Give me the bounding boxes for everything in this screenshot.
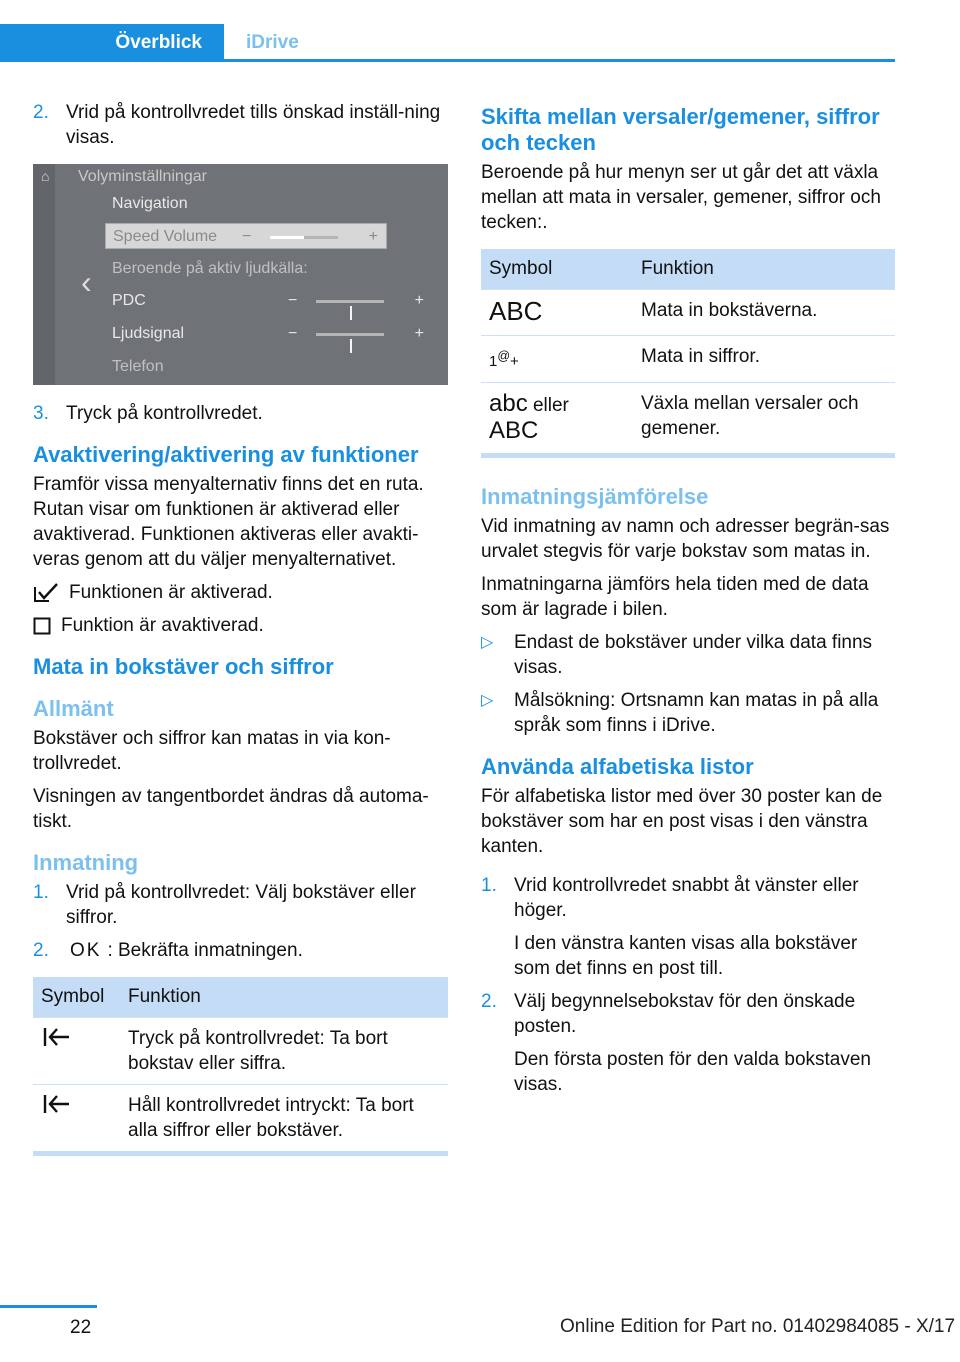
table-cell-symbol [481, 335, 633, 382]
right-column [481, 104, 895, 1105]
signal-slider [288, 321, 424, 347]
table-cell-symbol [33, 1084, 120, 1153]
paragraph-compare-1: Vid inmatning av namn och adresser begrän-sas urvalet stegvis för varje bokstav som matas in. [481, 515, 890, 562]
minus-label: − [288, 292, 298, 309]
step-number: 2. [33, 102, 49, 123]
step-number: 1. [481, 874, 497, 896]
table-cell-function: Håll kontrollvredet intryckt: Ta bort alla siffror eller bokstäver. [120, 1084, 448, 1153]
table-cell-symbol [33, 1017, 120, 1084]
speed-volume-slider [242, 224, 378, 250]
table-cell-symbol [481, 289, 633, 335]
step-text-block [514, 873, 895, 981]
plus-label: + [414, 292, 424, 309]
delete-symbol-table [33, 977, 448, 1156]
abc-upper-icon: ABC [489, 295, 543, 326]
bullet-triangle-icon: ▷ [481, 633, 494, 651]
slider-bar [316, 300, 384, 303]
step-subtext: I den vänstra kanten visas alla bokstäver som det finns en post till. [514, 932, 858, 979]
step-number: 3. [33, 403, 49, 424]
paragraph-compare-2: Inmatningarna jämförs hela tiden med de data som är lagrade i bilen. [481, 573, 869, 620]
bullet-item [481, 630, 895, 680]
menu-row-pdc [112, 288, 422, 314]
step-3 [33, 401, 448, 426]
heading-switch: Skifta mellan versaler/gemener, siffror och tecken [481, 104, 880, 155]
slider-bar [316, 333, 384, 336]
bullet-text: Endast de bokstäver under vilka data finns visas. [514, 631, 873, 678]
heading-general: Allmänt [33, 696, 114, 721]
footer-rule [0, 1305, 97, 1308]
step-text: Vrid på kontrollvredet tills önskad inställ-ning visas. [66, 102, 441, 148]
menu-row-label: Beroende på aktiv ljudkälla: [112, 260, 308, 277]
entry-step-1 [33, 880, 448, 930]
table-header: Funktion [633, 249, 895, 289]
table-header: Symbol [481, 249, 633, 289]
slider-knob [350, 339, 352, 353]
checked-text: Funktionen är aktiverad. [69, 582, 273, 603]
minus-label: − [242, 228, 252, 245]
table-cell-function: Mata in bokstäverna. [633, 289, 895, 335]
page-number: 22 [70, 1317, 92, 1338]
ok-symbol-icon: OK [70, 940, 102, 961]
symbol-part: + [510, 352, 519, 370]
checked-box-icon [33, 583, 59, 603]
step-text-rest: : Bekräfta inmatningen. [107, 940, 303, 961]
volume-settings-screenshot [33, 164, 448, 385]
table-header-row [33, 977, 448, 1017]
table-row [33, 1084, 448, 1153]
home-icon: ⌂ [41, 168, 50, 184]
step-text: Vrid på kontrollvredet: Välj bokstäver eller siffror. [66, 882, 416, 928]
step-text [66, 938, 448, 963]
step-subtext: Den första posten för den valda bokstaven visas. [514, 1048, 872, 1095]
step-text: Välj begynnelsebokstav för den önskade posten. [514, 990, 856, 1037]
abc-upper-icon: ABC [489, 416, 539, 444]
menu-row-source-note [112, 256, 422, 282]
tab-idrive[interactable]: iDrive [246, 32, 299, 53]
heading-lists: Använda alfabetiska listor [481, 753, 754, 779]
numbers-symbol-icon [489, 348, 519, 370]
paragraph-general-2: Visningen av tangentbordet ändras då automa-tiskt. [33, 786, 429, 832]
menu-row-label: Speed Volume [113, 228, 218, 245]
switch-symbol-table [481, 249, 895, 458]
table-header: Funktion [120, 977, 448, 1017]
screen-title: Volyminställningar [78, 168, 207, 185]
menu-row-label: Ljudsignal [112, 325, 185, 342]
step-number: 1. [33, 882, 49, 903]
table-cell-function: Växla mellan versaler och gemener. [633, 382, 895, 455]
heading-activation: Avaktivering/aktivering av funktioner [33, 442, 419, 467]
paragraph-activation: Framför vissa menyalternativ finns det en ruta. Rutan visar om funktionen är aktiverad eller avaktiverad. Funktionen aktiveras eller avakti-veras genom att du väljer menyalternativet. [33, 474, 424, 570]
tab-overview[interactable]: Överblick [0, 24, 224, 62]
symbol-part: 1 [489, 352, 498, 370]
menu-row-navigation [112, 191, 422, 217]
header-bar [0, 0, 895, 62]
menu-row-signal [112, 321, 422, 347]
screen-sidebar [33, 164, 55, 385]
heading-input: Mata in bokstäver och siffror [33, 654, 334, 679]
unchecked-legend [33, 613, 448, 638]
edition-note: Online Edition for Part no. 01402984085 - X/17 [560, 1316, 956, 1337]
menu-row-speed-volume [105, 223, 387, 249]
heading-compare: Inmatningsjämförelse [481, 483, 709, 509]
table-row [33, 1017, 448, 1084]
step-text: Vrid kontrollvredet snabbt åt vänster eller höger. [514, 874, 859, 921]
step-number: 2. [481, 990, 497, 1012]
list-step-2 [481, 989, 895, 1097]
back-chevron-icon: ‹ [81, 264, 92, 300]
heading-entry: Inmatning [33, 850, 139, 875]
pdc-slider [288, 288, 424, 314]
paragraph-lists: För alfabetiska listor med över 30 poster kan de bokstäver som har en post visas i den vänstra kanten. [481, 785, 883, 857]
unchecked-text: Funktion är avaktiverad. [61, 615, 264, 636]
list-step-1 [481, 873, 895, 981]
slider-bar [270, 236, 338, 239]
table-cell-symbol [481, 382, 633, 455]
delete-back-icon [41, 1026, 71, 1048]
abc-lower-icon: abc [489, 389, 528, 417]
paragraph-switch: Beroende på hur menyn ser ut går det att växla mellan att mata in versaler, gemener, siffror och tecken:. [481, 162, 881, 233]
or-text: eller [532, 394, 569, 416]
step-2 [33, 100, 448, 150]
table-header: Symbol [33, 977, 120, 1017]
menu-row-label: PDC [112, 292, 146, 309]
entry-step-2 [33, 938, 448, 963]
menu-row-label: Telefon [112, 358, 164, 375]
table-row [481, 335, 895, 382]
slider-knob [350, 306, 352, 320]
plus-label: + [368, 228, 378, 245]
step-number: 2. [33, 940, 49, 961]
bullet-text: Målsökning: Ortsnamn kan matas in på alla språk som finns i iDrive. [514, 689, 879, 736]
unchecked-box-icon [33, 617, 51, 635]
minus-label: − [288, 325, 298, 342]
table-row [481, 382, 895, 455]
delete-back-icon [41, 1093, 71, 1115]
menu-row-phone [112, 354, 422, 380]
menu-row-label: Navigation [112, 195, 188, 212]
table-cell-function: Mata in siffror. [633, 335, 895, 382]
left-column [33, 100, 448, 1156]
plus-label: + [414, 325, 424, 342]
step-text: Tryck på kontrollvredet. [66, 403, 263, 424]
bullet-triangle-icon: ▷ [481, 691, 494, 709]
symbol-part: @ [497, 348, 511, 363]
table-row [481, 289, 895, 335]
paragraph-general-1: Bokstäver och siffror kan matas in via kon-trollvredet. [33, 728, 391, 774]
bullet-item [481, 688, 895, 738]
table-header-row [481, 249, 895, 289]
checked-legend [33, 580, 448, 605]
table-cell-function: Tryck på kontrollvredet: Ta bort bokstav eller siffra. [120, 1017, 448, 1084]
step-text-block [514, 989, 895, 1097]
